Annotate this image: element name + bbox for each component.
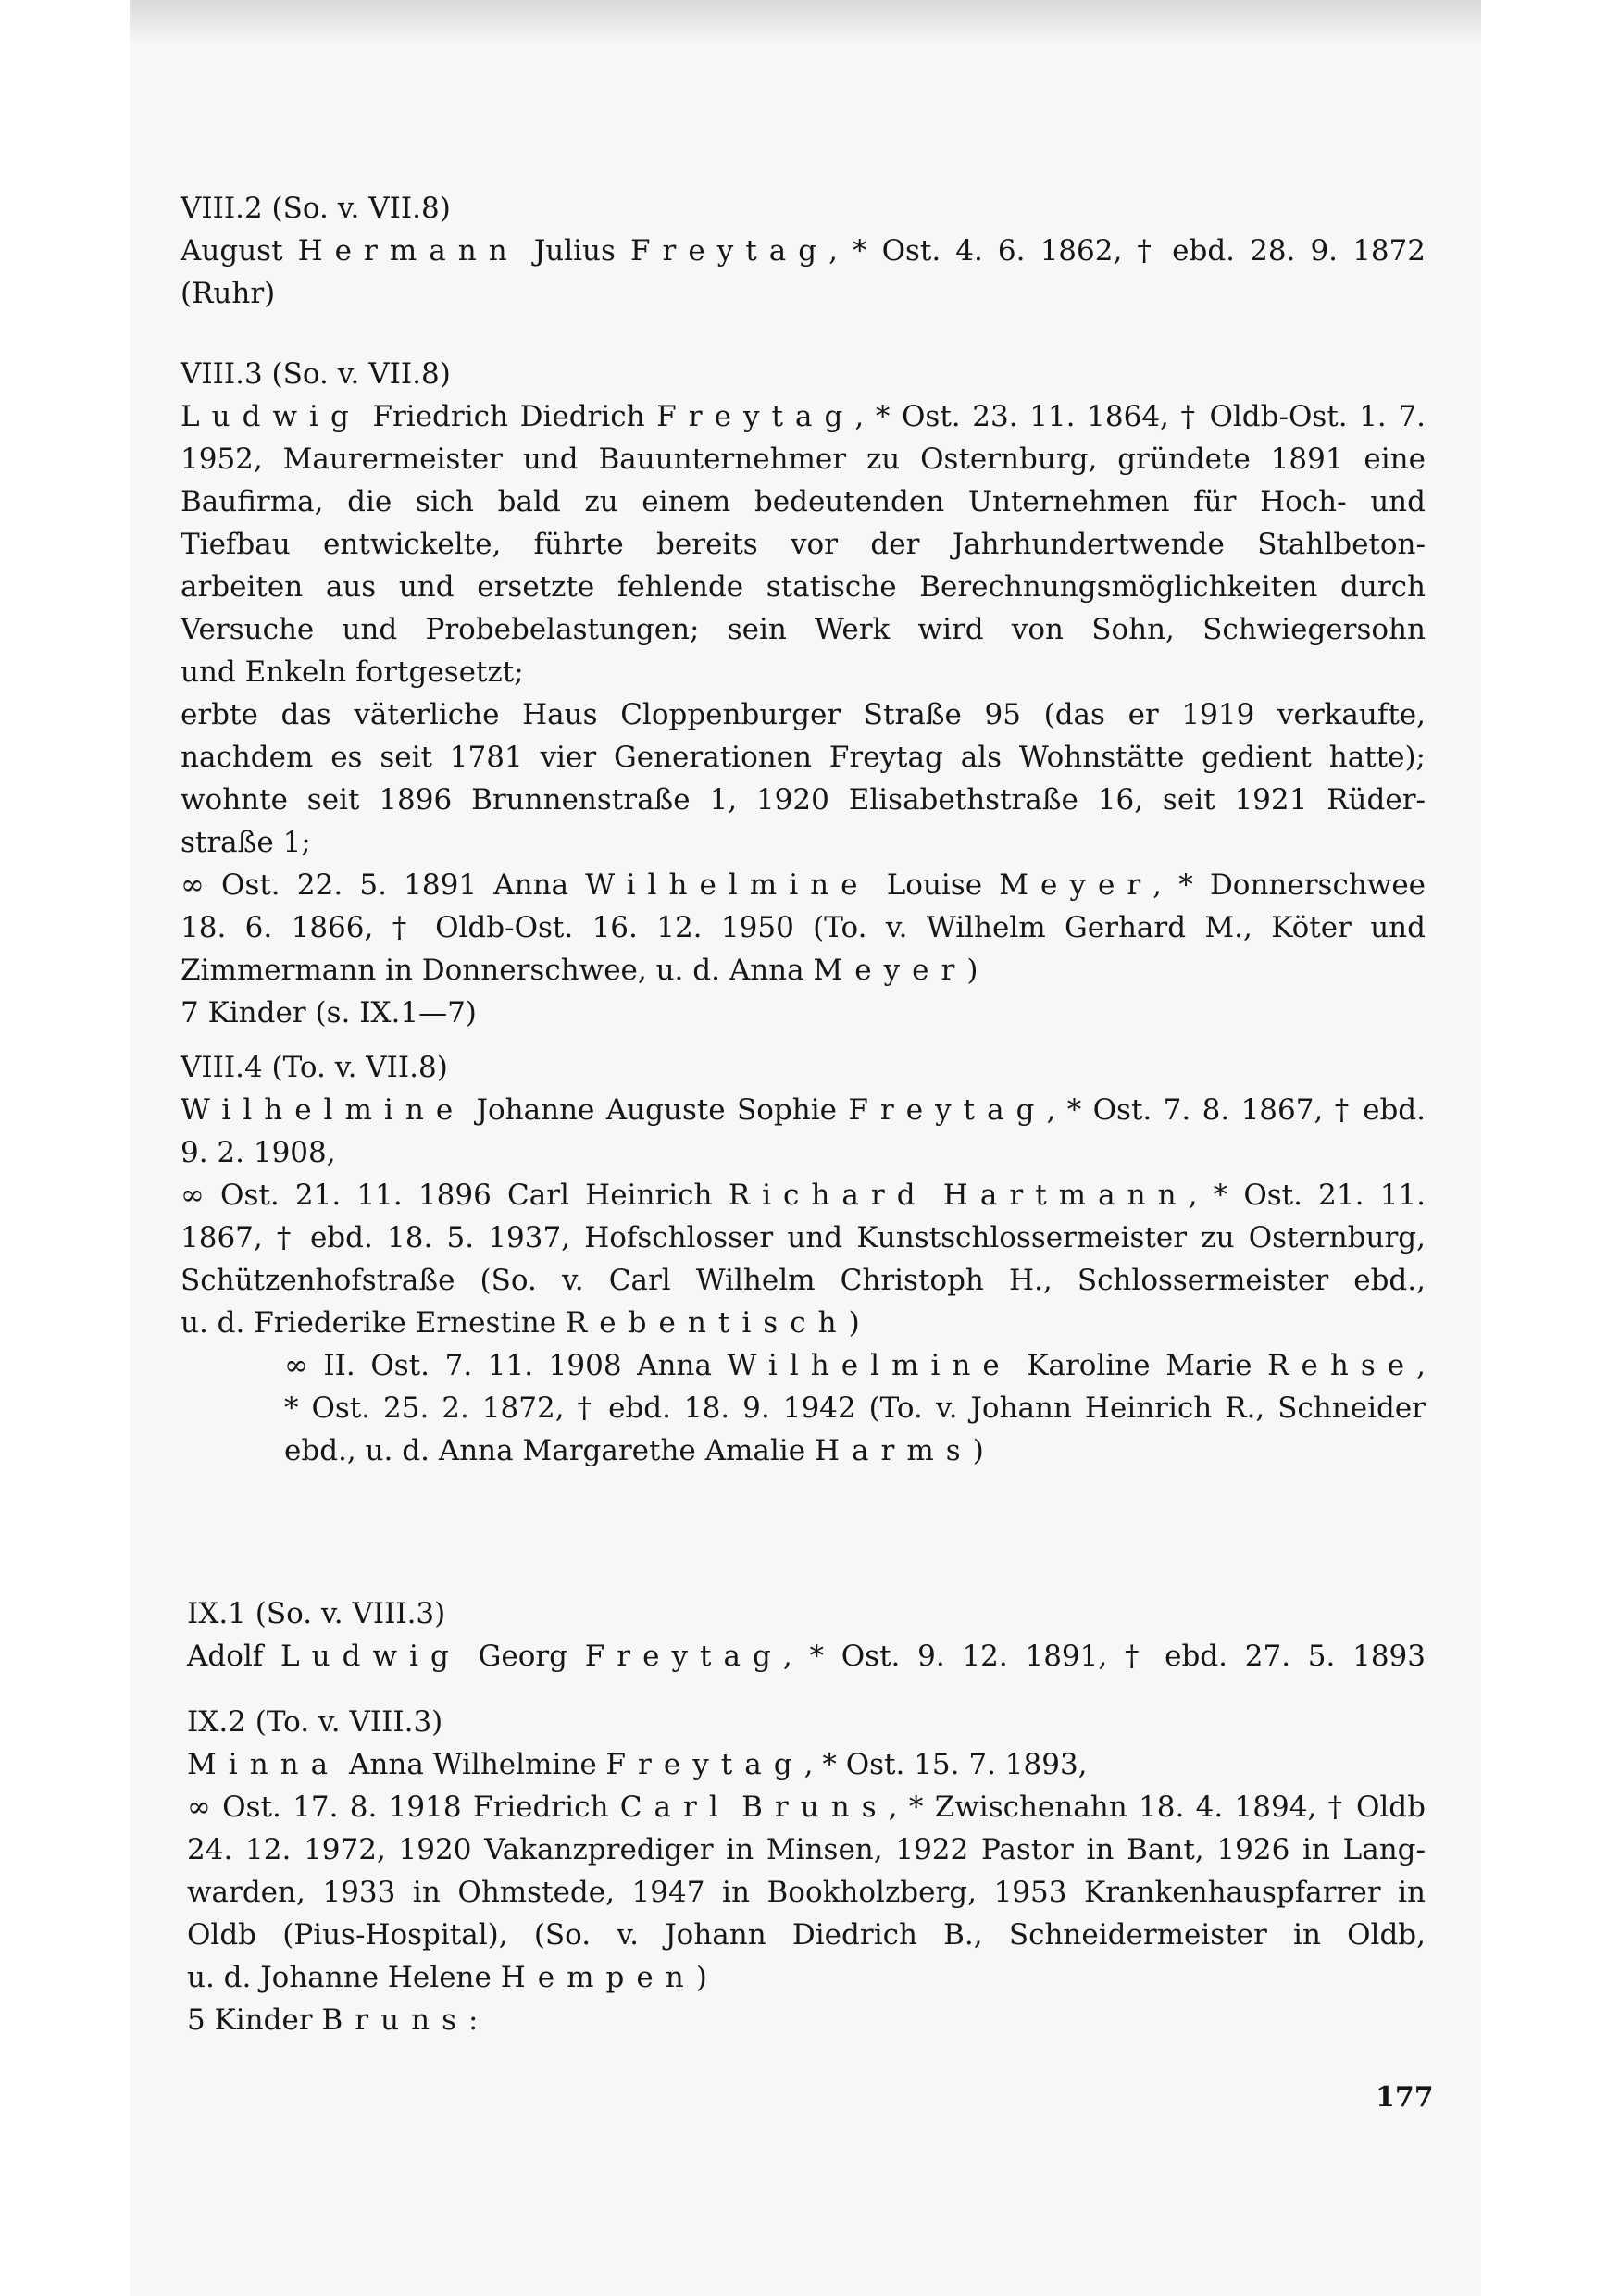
entry-header: IX.1 (So. v. VIII.3): [187, 1597, 446, 1630]
spaced-name: Bruns: [741, 1791, 889, 1824]
entry-line: 24. 12. 1972, 1920 Vakanzprediger in Minsen, 1922 Pastor in Bant, 1926 in Lang-: [187, 1833, 1426, 1866]
entry-line: * Ost. 25. 2. 1872, † ebd. 18. 9. 1942 (To. v. Johann Heinrich R., Schneider: [284, 1391, 1426, 1425]
spaced-name: Freytag: [848, 1093, 1047, 1127]
text-segment: Louise: [869, 868, 1000, 902]
text-segment: ∞ Ost. 21. 11. 1896 Carl Heinrich: [181, 1179, 729, 1212]
text-segment: Anna Wilhelmine: [340, 1748, 606, 1781]
entry-line: nachdem es seit 1781 vier Generationen Freytag als Wohnstätte gedient hatte);: [181, 741, 1426, 774]
text-segment: Adolf: [187, 1640, 281, 1673]
spaced-name: Ludwig: [280, 1640, 461, 1673]
spaced-name: Harms: [814, 1434, 973, 1467]
marriage-line: [181, 864, 1426, 906]
entry-line: [181, 949, 1426, 992]
entry-header: VIII.3 (So. v. VII.8): [181, 357, 451, 391]
entry-header: VIII.2 (So. v. VII.8): [181, 192, 451, 225]
children-line: 7 Kinder (s. IX.1—7): [181, 996, 477, 1029]
spaced-name: Minna: [187, 1748, 341, 1781]
page-number: 177: [1376, 2081, 1434, 2114]
entry-line: (Ruhr): [181, 277, 276, 310]
text-segment: ): [972, 1434, 984, 1467]
spaced-name: Freytag: [584, 1640, 783, 1673]
text-segment: , * Ost. 15. 7. 1893,: [804, 1748, 1088, 1781]
spaced-name: Freytag: [656, 400, 855, 433]
text-segment: ∞ Ost. 17. 8. 1918 Friedrich: [187, 1791, 620, 1824]
entry-ix-2: [187, 1701, 1426, 2041]
entry-line: 9. 2. 1908,: [181, 1136, 336, 1169]
text-segment: Julius: [518, 234, 630, 268]
text-segment: ∞ II. Ost. 7. 11. 1908 Anna: [284, 1349, 728, 1382]
entry-header: IX.2 (To. v. VIII.3): [187, 1705, 443, 1739]
spaced-name: Wilhelmine: [727, 1349, 1012, 1382]
entry-line: erbte das väterliche Haus Cloppenburger Straße 95 (das er 1919 verkaufte,: [181, 698, 1426, 731]
marriage-line: [181, 1344, 1426, 1387]
spaced-name: Meyer: [999, 868, 1153, 902]
text-segment: u. d. Friederike Ernestine: [181, 1306, 566, 1340]
text-segment: :: [468, 2003, 479, 2037]
entry-line: warden, 1933 in Ohmstede, 1947 in Bookholzberg, 1953 Krankenhauspfarrer in: [187, 1876, 1426, 1909]
spaced-name: Hermann: [297, 234, 519, 268]
entry-line: Baufirma, die sich bald zu einem bedeutenden Unternehmen für Hoch- und: [181, 485, 1426, 518]
text-segment: Georg: [460, 1640, 585, 1673]
entry-line: [181, 1089, 1426, 1131]
entry-ix-1: [187, 1592, 1426, 1678]
entry-line: Schützenhofstraße (So. v. Carl Wilhelm Christoph H., Schlossermeister ebd.,: [181, 1264, 1426, 1297]
spaced-name: Ludwig: [181, 400, 361, 433]
text-segment: 5 Kinder: [187, 2003, 322, 2037]
spaced-name: Bruns: [321, 2003, 469, 2037]
text-segment: , * Ost. 23. 11. 1864, † Oldb-Ost. 1. 7.: [854, 400, 1426, 433]
text-segment: ): [695, 1961, 707, 1994]
entry-line: und Enkeln fortgesetzt;: [181, 655, 524, 689]
entry-line: wohnte seit 1896 Brunnenstraße 1, 1920 Elisabethstraße 16, seit 1921 Rüder-: [181, 783, 1426, 817]
text-segment: Johanne Auguste Sophie: [465, 1093, 849, 1127]
spaced-name: Carl: [619, 1791, 730, 1824]
spaced-name: Wilhelmine: [585, 868, 870, 902]
text-segment: , * Ost. 21. 11.: [1188, 1179, 1426, 1212]
entry-line: straße 1;: [181, 826, 311, 859]
entry-line: 1952, Maurermeister und Bauunternehmer zu Osternburg, gründete 1891 eine: [181, 443, 1426, 476]
entry-line: [181, 1302, 1426, 1344]
text-segment: , * Ost. 4. 6. 1862, † ebd. 28. 9. 1872: [828, 234, 1426, 268]
entry-line: 18. 6. 1866, † Oldb-Ost. 16. 12. 1950 (To. v. Wilhelm Gerhard M., Köter und: [181, 911, 1426, 944]
text-segment: u. d. Johanne Helene: [187, 1961, 501, 1994]
text-segment: August: [181, 234, 298, 268]
text-segment: ebd., u. d. Anna Margarethe Amalie: [284, 1434, 815, 1467]
entry-viii-3: [181, 353, 1426, 1034]
entry-viii-4: [181, 1046, 1426, 1472]
entry-line: [187, 1635, 1426, 1678]
text-segment: Karoline Marie: [1011, 1349, 1268, 1382]
text-segment: ,: [1416, 1349, 1426, 1382]
text-segment: Friedrich Diedrich: [360, 400, 657, 433]
text-segment: [730, 1791, 741, 1824]
spaced-name: Wilhelmine: [181, 1093, 466, 1127]
spaced-name: Freytag: [605, 1748, 804, 1781]
text-segment: [928, 1179, 943, 1212]
entry-line: Oldb (Pius-Hospital), (So. v. Johann Diedrich B., Schneidermeister in Oldb,: [187, 1918, 1426, 1952]
spaced-name: Richard: [728, 1179, 928, 1212]
entry-line: [181, 230, 1426, 272]
entry-header: VIII.4 (To. v. VII.8): [181, 1051, 448, 1084]
marriage-line: [187, 1786, 1426, 1828]
spaced-name: Meyer: [813, 954, 967, 987]
text-segment: , * Ost. 9. 12. 1891, † ebd. 27. 5. 1893: [782, 1640, 1426, 1673]
text-segment: ∞ Ost. 22. 5. 1891 Anna: [181, 868, 586, 902]
spaced-name: Rebentisch: [565, 1306, 849, 1340]
entry-line: arbeiten aus und ersetzte fehlende statische Berechnungsmöglichkeiten durch: [181, 570, 1426, 604]
entry-viii-2: [181, 187, 1426, 315]
spaced-name: Freytag: [629, 234, 829, 268]
entry-line: [187, 1956, 1426, 1999]
spaced-name: Hempen: [500, 1961, 696, 1994]
spaced-name: Hartmann: [942, 1179, 1189, 1212]
text-segment: , * Ost. 7. 8. 1867, † ebd.: [1046, 1093, 1426, 1127]
entry-line: [187, 1743, 1426, 1786]
spaced-name: Rehse: [1267, 1349, 1417, 1382]
marriage-line: [181, 1174, 1426, 1217]
text-segment: , * Donnerschwee: [1152, 868, 1426, 902]
entry-line: [181, 1429, 1426, 1472]
entry-line: 1867, † ebd. 18. 5. 1937, Hofschlosser und Kunstschlossermeister zu Osternburg,: [181, 1221, 1426, 1254]
entry-line: [181, 395, 1426, 438]
children-line: [187, 1999, 1426, 2041]
entry-line: Versuche und Probebelastungen; sein Werk wird von Sohn, Schwiegersohn: [181, 613, 1426, 646]
text-segment: Zimmermann in Donnerschwee, u. d. Anna: [181, 954, 814, 987]
scan-shadow: [130, 0, 1481, 44]
text-segment: , * Zwischenahn 18. 4. 1894, † Oldb: [888, 1791, 1426, 1824]
entry-line: Tiefbau entwickelte, führte bereits vor der Jahrhundertwende Stahlbeton-: [181, 528, 1426, 561]
text-segment: ): [848, 1306, 860, 1340]
text-segment: ): [966, 954, 978, 987]
